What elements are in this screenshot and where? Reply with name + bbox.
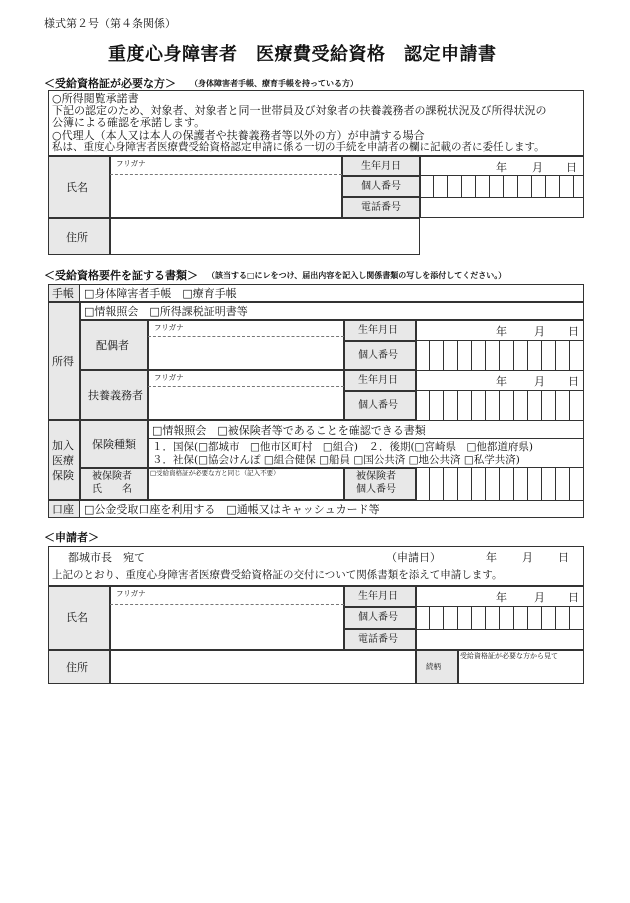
applicant-phone-field[interactable] (416, 629, 584, 650)
applicant-mynumber-cells[interactable] (416, 607, 584, 629)
spouse-mynumber-cells[interactable] (416, 341, 584, 370)
relation-label: 続柄 (426, 662, 441, 671)
insured-name-label-2: 氏 名 (92, 484, 132, 495)
addressee: 都城市長 宛て (68, 551, 145, 564)
insurance-label-3: 保険 (52, 469, 74, 482)
phone-label: 電話番号 (361, 202, 401, 213)
supporter-mynumber-cells[interactable] (416, 391, 584, 420)
form-number: 様式第２号（第４条関係） (44, 17, 176, 30)
income-label: 所得 (52, 355, 74, 368)
account-options[interactable]: □公金受取口座を利用する □通帳又はキャッシュカード等 (84, 503, 380, 516)
insurance-line-1[interactable]: １．国保(□都城市 □他市区町村 □組合) ２．後期(□宮崎県 □他都道府県) (152, 441, 533, 453)
income-options[interactable]: □情報照会 □所得課税証明書等 (84, 305, 248, 318)
furigana-label: フリガナ (116, 159, 146, 168)
apply-date-label: （申請日） (386, 551, 441, 564)
consent-text-2: 公簿による確認を承諾します。 (52, 116, 206, 129)
consent-text-1: 下記の認定のため、対象者、対象者と同一世帯員及び対象者の扶養義務者の課税状況及び所得状況の (52, 104, 547, 117)
mynumber-label: 個人番号 (361, 181, 401, 192)
declaration-text: 上記のとおり、重度心身障害者医療費受給資格証の交付について関係書類を添えて申請します。 (52, 569, 503, 581)
insurance-options[interactable]: □情報照会 □被保険者等であることを確認できる書類 (152, 424, 426, 437)
insurance-line-2[interactable]: ３．社保(□協会けんぽ □組合健保 □船員 □国公共済 □地公共済 □私学共済) (152, 454, 520, 466)
account-label: 口座 (52, 503, 74, 516)
insured-number-label-1: 被保険者 (356, 471, 396, 482)
insurance-label-2: 医療 (52, 454, 74, 467)
insurance-type-label: 保険種類 (92, 438, 136, 451)
techo-options[interactable]: □身体障害者手帳 □療育手帳 (84, 287, 237, 300)
supporter-label: 扶養義務者 (88, 389, 143, 402)
insured-same-note[interactable]: □受給資格証が必要な方と同じ（記入不要） (150, 469, 280, 477)
applicant-heading: ＜申請者＞ (44, 531, 99, 544)
insurance-label-1: 加入 (52, 439, 74, 452)
relation-note: 受給資格証が必要な方から見て (460, 652, 558, 660)
consent-title: ○所得閲覧承諾書 (52, 92, 139, 105)
address-field[interactable] (110, 218, 420, 255)
name-label: 氏名 (66, 181, 88, 194)
needed-section-heading: ＜受給資格証が必要な方＞ (44, 77, 176, 90)
applicant-address-field[interactable] (110, 650, 416, 684)
applicant-address-label: 住所 (66, 661, 88, 674)
application-form: 様式第２号（第４条関係） 重度心身障害者 医療費受給資格 認定申請書 ＜受給資格証が必要な方＞ （身体障害者手帳、療育手帳を持っている方） ○所得閲覧承諾書 下記の認定のため、対象者、対象者と同一世帯員及び対象者の扶養義務者の課税状況及び所得状況の 公簿による確認を承諾します。 ○代理人（本人又は本人の保護者や扶養義務者等以外の方）が申請する場合 私は、重度心身障害者医療費受給資格認定申請に係る一切の手続を申請者の欄に記載の者に委任します。 氏名 フリガナ 生年月日 年 月 日 個人番号 電話番号 住所 ＜受給資格要件を証する書類＞ （該当する□にレをつけ、届出内容を記入し関係書類の写しを添付してください。） 手帳 □身体障害者手帳 □療育手帳 所得 □情報照会 □所得課税証明書等 配偶者 フリガナ 生年月日 年 月 日 個人番号 扶養義務者 フリガナ 生年月日 年 月 日 個人番号 加入 医療 保険 保険種類 □情報照会 □被保険者等であることを確認できる書類 １．国保(□都城市 □他市区町村 □組合) ２．後期(□宮崎県 □他都道府県) ３．社保(□協会けんぽ □組合健保 □船員 □国公共済 □地公共済 □私学共済) 被保険者 氏 名 □受給資格証が必要な方と同じ（記入不要） 被保険者 個人番号 口座 □公金受取口座を利用する □通帳又はキャッシュカード等 ＜申請者＞ 都城市長 宛て （申請日） 年 月 日 上記のとおり、重度心身障害者医療費受給資格証の交付について関係書類を添えて申請します。 氏名 フリガナ 生年月日 年 月 日 個人番号 電話番号 住所 続柄 受給資格証が必要な方から見て (0, 0, 630, 903)
spouse-label: 配偶者 (96, 339, 129, 352)
insured-name-label-1: 被保険者 (92, 471, 132, 482)
insured-number-label-2: 個人番号 (356, 484, 396, 495)
birth-label: 生年月日 (361, 161, 401, 172)
techo-label: 手帳 (52, 287, 74, 300)
insured-mynumber-cells[interactable] (416, 468, 584, 500)
proxy-title: ○代理人（本人又は本人の保護者や扶養義務者等以外の方）が申請する場合 (52, 129, 425, 142)
address-label: 住所 (66, 231, 88, 244)
applicant-name-label: 氏名 (66, 611, 88, 624)
mynumber-cells[interactable] (420, 176, 584, 197)
page-title: 重度心身障害者 医療費受給資格 認定申請書 (108, 44, 497, 65)
needed-section-note: （身体障害者手帳、療育手帳を持っている方） (190, 79, 358, 88)
requirements-heading: ＜受給資格要件を証する書類＞ (44, 269, 198, 282)
phone-field[interactable] (420, 197, 584, 218)
requirements-note: （該当する□にレをつけ、届出内容を記入し関係書類の写しを添付してください。） (207, 271, 507, 280)
proxy-text: 私は、重度心身障害者医療費受給資格認定申請に係る一切の手続を申請者の欄に記載の者に委任します。 (52, 141, 545, 153)
